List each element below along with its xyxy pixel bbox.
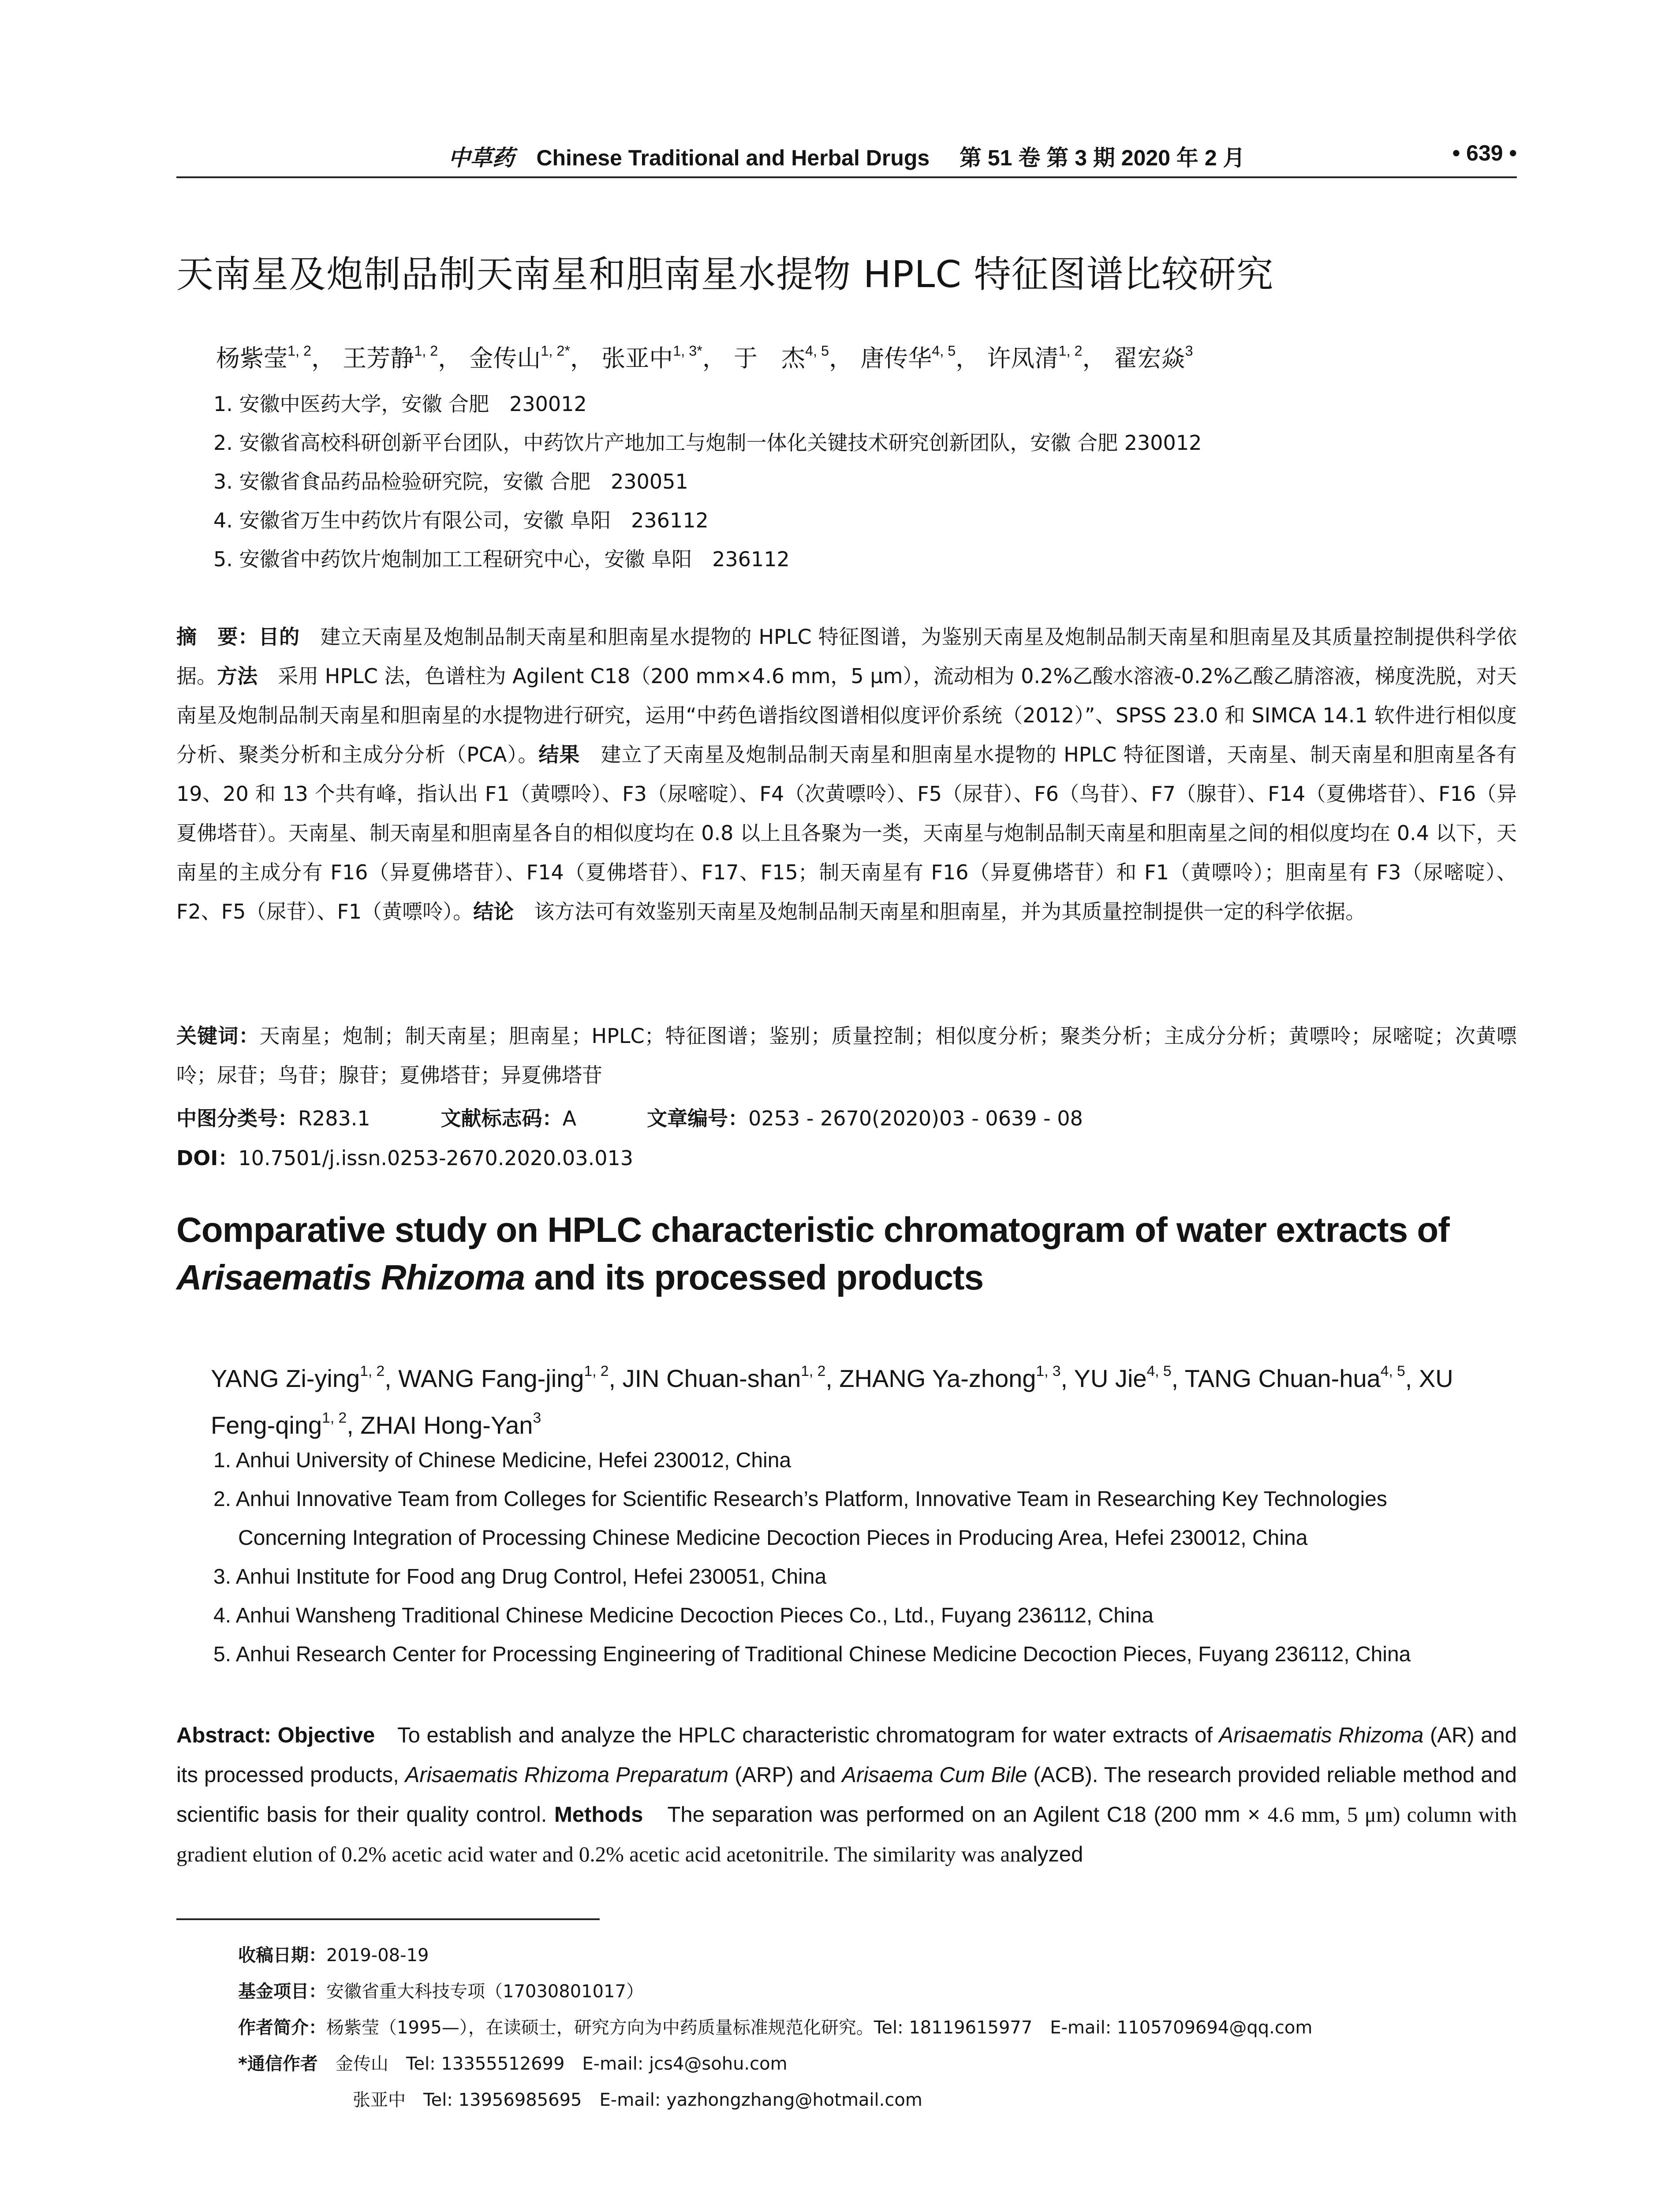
en-author-aff: 1, 2 — [801, 1363, 826, 1379]
en-affiliations — [213, 1441, 1517, 1674]
en-author: YU Jie — [1074, 1364, 1147, 1393]
article-no-label: 文章编号： — [647, 1106, 749, 1130]
footnote-text: 张亚中 Tel: 13956985695 E-mail: yazhongzhang@hotmail.com — [353, 2090, 922, 2110]
cn-author-aff: 1, 2 — [414, 343, 438, 359]
en-objective-text: (ACB). The research provided reliable method and scientific basis for their quality control. — [176, 1763, 1517, 1827]
cn-keywords-text: 天南星；炮制；制天南星；胆南星；HPLC；特征图谱；鉴别；质量控制；相似度分析；聚类分析；主成分分析；黄嘌呤；尿嘧啶；次黄嘌呤；尿苷；鸟苷；腺苷；夏佛塔苷；异夏佛塔苷 — [176, 1024, 1517, 1087]
en-title-part2: and its processed products — [525, 1258, 984, 1297]
footnote-text: 杨紫莹（1995—），在读硕士，研究方向为中药质量标准规范化研究。Tel: 18119615977 E-mail: 1105709694@qq.com — [326, 2018, 1313, 2038]
en-author-aff: 1, 2 — [360, 1363, 385, 1379]
cn-conclusion-text: 该方法可有效鉴别天南星及炮制品制天南星和胆南星，并为其质量控制提供一定的科学依据。 — [514, 900, 1366, 923]
header-rule — [176, 176, 1517, 178]
cn-title: 天南星及炮制品制天南星和胆南星水提物 HPLC 特征图谱比较研究 — [176, 253, 1274, 296]
footnote-author-bio — [238, 2014, 1312, 2039]
clc-value: R283.1 — [298, 1106, 370, 1130]
cn-abstract — [176, 617, 1517, 931]
en-author: ZHANG Ya-zhong — [839, 1364, 1036, 1393]
cn-objective-text: 建立天南星及炮制品制天南星和胆南星水提物的 HPLC 特征图谱，为鉴别天南星及炮制品制天南星和胆南星及其质量控制提供科学依据。 — [176, 625, 1517, 688]
en-affiliation: 2. Anhui Innovative Team from Colleges for Scientific Research’s Platform, Innovative Team in Researching Key Technologies — [213, 1487, 1387, 1511]
en-author: JIN Chuan-shan — [622, 1364, 801, 1393]
en-author: YANG Zi-ying — [211, 1364, 360, 1393]
cn-methods-text: 采用 HPLC 法，色谱柱为 Agilent C18（200 mm×4.6 mm，5 μm），流动相为 0.2%乙酸水溶液-0.2%乙酸乙腈溶液，梯度洗脱，对天南星及炮制品制天南星和胆南星的水提物进行研究，运用“中药色谱指纹图谱相似度评价系统（2012）”、SPSS 23.0 和 SIMCA 14.1 软件进行相似度分析、聚类分析和主成分分析（PCA）。 — [176, 664, 1517, 766]
en-title-italic: Arisaematis Rhizoma — [176, 1258, 525, 1297]
en-author-list: YANG Zi-ying$^{1, 2}$, WANG Fang-jing$^{1, 2}$, JIN Chuan-shan$^{1, 2}$, ZHANG Ya-zhong$^{1, 3}$, YU Jie$^{4, 5}$, TANG Chuan-hua$^{4, 5}$, XU Feng-qing$^{1, 2}$, ZHAI Hong-Yan$^3$ — [211, 1363, 1453, 1439]
footnote-text: 安徽省重大科技专项（17030801017） — [326, 1981, 644, 2002]
cn-author: 许凤清 — [987, 344, 1059, 372]
footnote-label: 作者简介： — [238, 2018, 326, 2038]
cn-author-list: 杨紫莹$^{1, 2}$， 王芳静$^{1, 2}$， 金传山$^{1, 2*}$， 张亚中$^{1, 3*}$， 于 杰$^{4, 5}$， 唐传华$^{4, 5}$， 许凤清$^{1, 2}$， 翟宏焱$^3$ — [216, 343, 1193, 372]
cn-abstract-label: 摘 要： — [176, 625, 259, 649]
en-author: XU Feng-qing — [211, 1364, 1453, 1439]
footnote-rule — [176, 1918, 600, 1920]
en-objective-text: (ARP) and — [728, 1763, 842, 1787]
en-author-aff: 1, 3 — [1036, 1363, 1061, 1379]
running-header — [176, 140, 1517, 180]
journal-issue: 第 51 卷 第 3 期 2020 年 2 月 — [959, 146, 1245, 170]
footnote-label: 基金项目： — [238, 1981, 326, 2002]
clc-label: 中图分类号： — [176, 1106, 298, 1130]
cn-keywords-label: 关键词： — [176, 1024, 260, 1048]
cn-author-aff: 4, 5 — [805, 343, 829, 359]
en-title-part1: Comparative study on HPLC characteristic chromatogram of water extracts of — [176, 1210, 1449, 1249]
en-methods-text: alyzed — [1020, 1842, 1083, 1866]
footnote-text: 金传山 Tel: 13355512699 E-mail: jcs4@sohu.com — [317, 2054, 788, 2074]
cn-author: 王芳静 — [343, 344, 414, 372]
page-number: • 639 • — [1452, 141, 1517, 165]
cn-author: 唐传华 — [860, 344, 932, 372]
en-abstract — [176, 1715, 1517, 1874]
en-objective-label: Objective — [277, 1723, 375, 1747]
footnote-label: 收稿日期： — [238, 1945, 326, 1966]
cn-author: 杨紫莹 — [216, 344, 287, 372]
cn-author-aff: 1, 2 — [287, 343, 312, 359]
cn-author-aff: 1, 2 — [1058, 343, 1083, 359]
en-objective-text: To establish and analyze the HPLC characteristic chromatogram for water extracts of — [375, 1723, 1219, 1747]
en-author-aff: 4, 5 — [1146, 1363, 1172, 1379]
cn-objective-label: 目的 — [258, 625, 300, 649]
cn-author-aff: 1, 2* — [541, 343, 571, 359]
en-affiliation: 3. Anhui Institute for Food ang Drug Control, Hefei 230051, China — [213, 1565, 827, 1588]
en-author-aff: 1, 2 — [584, 1363, 609, 1379]
cn-author: 翟宏焱 — [1113, 344, 1185, 372]
cn-conclusion-label: 结论 — [473, 900, 514, 923]
en-species-ar: Arisaematis Rhizoma — [1219, 1723, 1424, 1747]
cn-results-text: 建立了天南星及炮制品制天南星和胆南星水提物的 HPLC 特征图谱，天南星、制天南星和胆南星各有 19、20 和 13 个共有峰，指认出 F1（黄嘌呤）、F3（尿嘧啶）、F4（次黄嘌呤）、F5（尿苷）、F6（鸟苷）、F7（腺苷）、F14（夏佛塔苷）、F16（异夏佛塔苷）。天南星、制天南星和胆南星各自的相似度均在 0.8 以上且各聚为一类，天南星与炮制品制天南星和胆南星之间的相似度均在 0.4 以下，天南星的主成分有 F16（异夏佛塔苷）、F14（夏佛塔苷）、F17、F15；制天南星有 F16（异夏佛塔苷）和 F1（黄嘌呤）；胆南星有 F3（尿嘧啶）、F2、F5（尿苷）、F1（黄嘌呤）。 — [176, 743, 1517, 923]
footnote-received — [238, 1941, 429, 1966]
doi-value: 10.7501/j.issn.0253-2670.2020.03.013 — [238, 1146, 634, 1170]
cn-author-aff: 4, 5 — [932, 343, 956, 359]
cn-methods-label: 方法 — [217, 664, 258, 688]
classification-line — [176, 1102, 1083, 1132]
cn-affiliation: 1. 安徽中医药大学，安徽 合肥 230012 — [213, 392, 587, 416]
en-objective-text: (AR) and its processed products, — [176, 1723, 1517, 1787]
footnote-funding — [238, 1977, 644, 2003]
cn-author: 于 杰 — [734, 344, 806, 372]
cn-author-aff: 3 — [1185, 343, 1193, 359]
cn-affiliation: 2. 安徽省高校科研创新平台团队，中药饮片产地加工与炮制一体化关键技术研究创新团队，安徽 合肥 230012 — [213, 431, 1202, 455]
en-affiliation: 5. Anhui Research Center for Processing Engineering of Traditional Chinese Medicine Decoction Pieces, Fuyang 236112, China — [213, 1643, 1411, 1666]
cn-keywords — [176, 1017, 1517, 1095]
doi-line — [176, 1142, 633, 1171]
footnote-corresponding — [238, 2050, 788, 2075]
en-affiliation: Concerning Integration of Processing Chinese Medicine Decoction Pieces in Producing Area, Hefei 230012, China — [238, 1526, 1308, 1550]
cn-affiliation: 4. 安徽省万生中药饮片有限公司，安徽 阜阳 236112 — [213, 508, 709, 532]
en-author: ZHAI Hong-Yan — [360, 1411, 533, 1439]
cn-author-aff: 1, 3* — [673, 343, 702, 359]
footnote-corresponding-2 — [353, 2086, 922, 2111]
footnote-text: 2019-08-19 — [326, 1945, 429, 1966]
doi-label: DOI： — [176, 1146, 239, 1170]
en-methods-text: The separation was performed on an Agilent C18 (200 mm × — [643, 1803, 1268, 1827]
en-author-aff: 1, 2 — [322, 1410, 347, 1427]
doc-code-label: 文献标志码： — [441, 1106, 563, 1130]
en-author-aff: 3 — [533, 1410, 541, 1427]
en-author: TANG Chuan-hua — [1184, 1364, 1381, 1393]
header-center — [176, 140, 1517, 172]
doc-code-value: A — [562, 1106, 577, 1130]
cn-results-label: 结果 — [538, 743, 580, 766]
journal-name: Chinese Traditional and Herbal Drugs — [536, 146, 930, 170]
journal-logo: 中草药 — [448, 145, 515, 171]
en-title — [176, 1206, 1517, 1301]
en-species-acb: Arisaema Cum Bile — [842, 1763, 1027, 1787]
en-author: WANG Fang-jing — [398, 1364, 584, 1393]
cn-affiliation: 5. 安徽省中药饮片炮制加工工程研究中心，安徽 阜阳 236112 — [213, 547, 790, 571]
en-affiliation: 1. Anhui University of Chinese Medicine, Hefei 230012, China — [213, 1449, 791, 1472]
footnote-label: *通信作者 — [238, 2054, 318, 2074]
en-abstract-label: Abstract: — [176, 1723, 272, 1747]
en-species-arp: Arisaematis Rhizoma Preparatum — [405, 1763, 729, 1787]
cn-affiliation: 3. 安徽省食品药品检验研究院，安徽 合肥 230051 — [213, 470, 688, 493]
cn-author: 金传山 — [469, 344, 541, 372]
cn-author: 张亚中 — [601, 344, 673, 372]
en-affiliation: 4. Anhui Wansheng Traditional Chinese Medicine Decoction Pieces Co., Ltd., Fuyang 236112, China — [213, 1604, 1154, 1627]
en-methods-text: 4.6 mm, 5 μm) column with gradient elution of 0.2% acetic acid water and 0.2% acetic acid acetonitrile. The similarity was an — [176, 1802, 1517, 1866]
en-methods-label: Methods — [554, 1803, 643, 1827]
en-author-aff: 4, 5 — [1380, 1363, 1405, 1379]
article-no-value: 0253 - 2670(2020)03 - 0639 - 08 — [748, 1106, 1083, 1130]
